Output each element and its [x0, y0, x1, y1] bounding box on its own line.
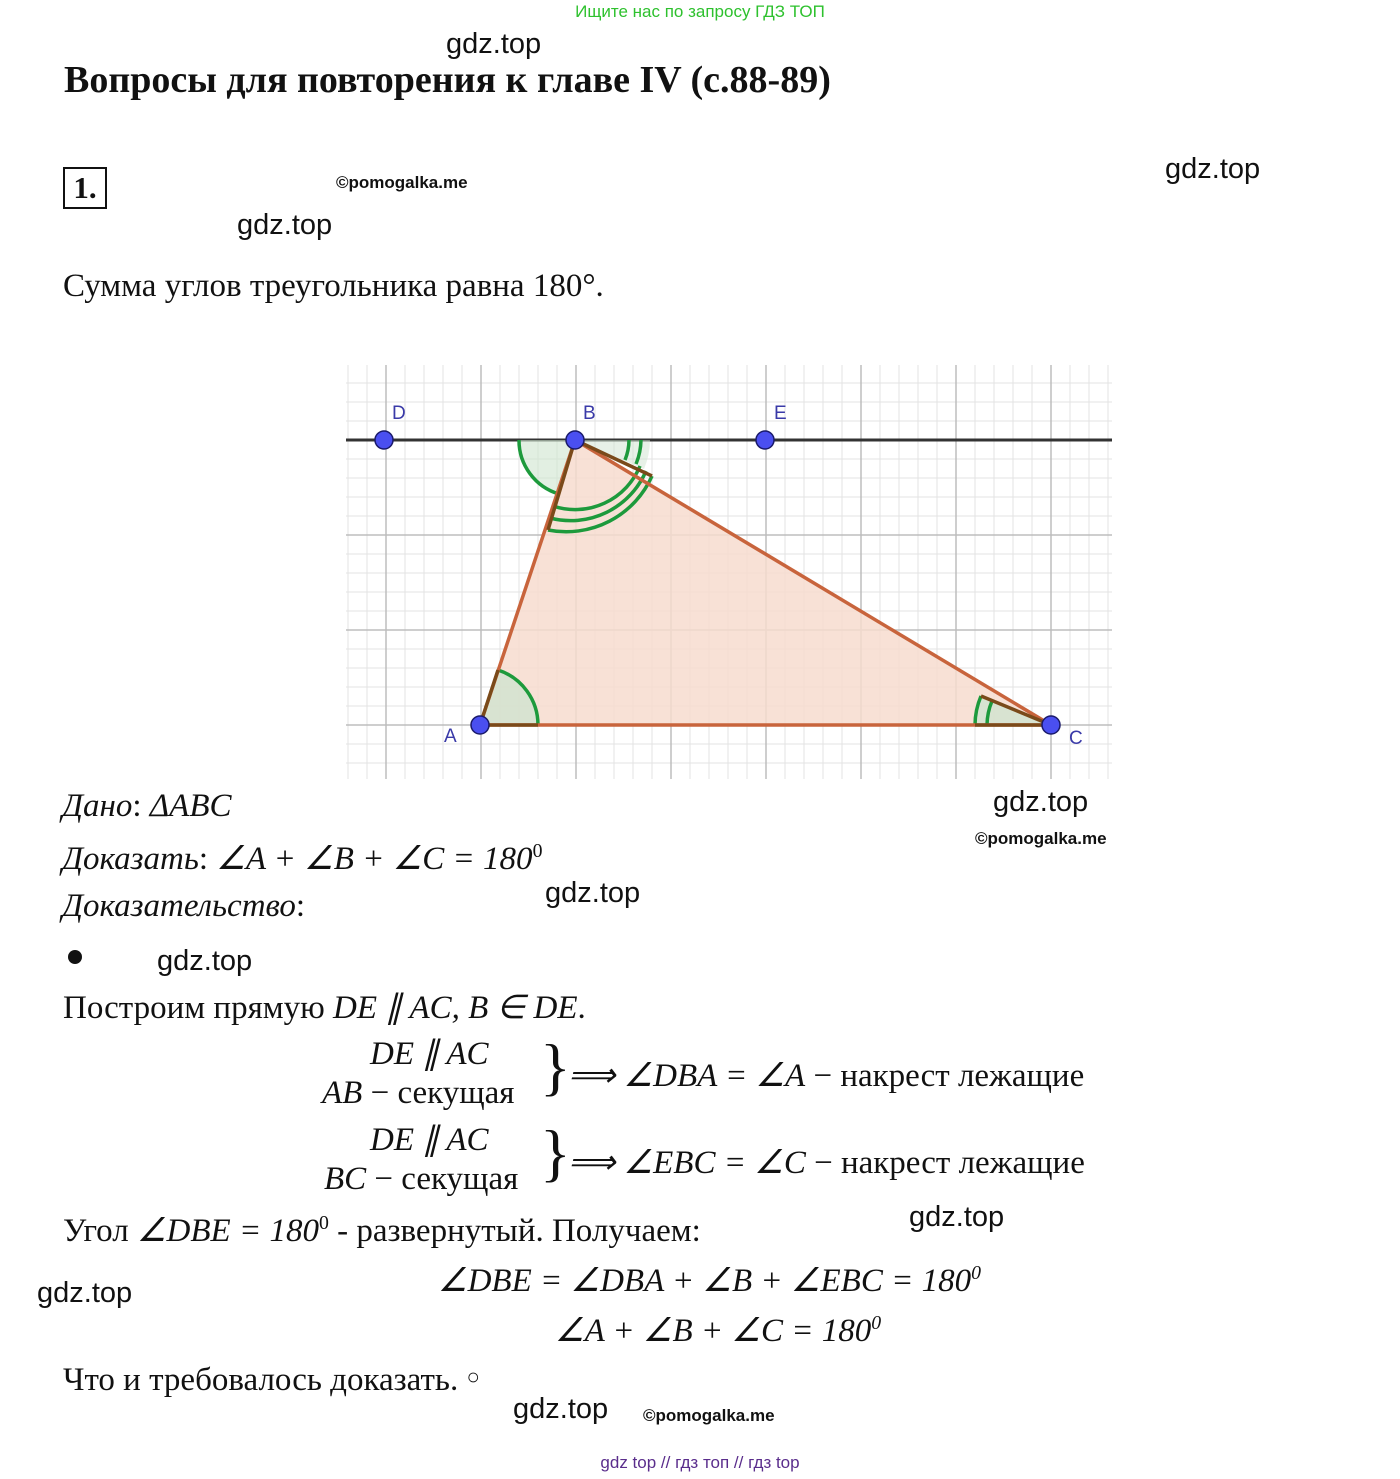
given-value: ΔABC [149, 788, 232, 824]
copyright: ©pomogalka.me [336, 173, 468, 192]
system1-result-text: − накрест лежащие [805, 1058, 1085, 1094]
system1-line2 [322, 1075, 514, 1112]
system2-result-text: − накрест лежащие [805, 1145, 1085, 1181]
straight-angle-line [63, 1210, 701, 1250]
point-a [471, 716, 489, 734]
system2-line2 [324, 1161, 518, 1198]
watermark: gdz.top [1165, 153, 1261, 185]
watermark: gdz.top [513, 1393, 609, 1425]
prove-line: Доказать: ∠A + ∠B + ∠C = $180^0$ [62, 840, 543, 877]
equation2 [555, 1310, 881, 1350]
point-c [1042, 716, 1060, 734]
footer: gdz top // гдз топ // гдз top [600, 1453, 800, 1472]
system2-line2-text: − секущая [366, 1161, 519, 1197]
proof-label: Доказательство [62, 888, 296, 924]
system2-line1: DE ∥ AC [370, 1122, 489, 1158]
search-hint: Ищите нас по запросу ГДЗ ТОП [575, 2, 825, 21]
equation2-text: ∠A + ∠B + ∠C = 180 [555, 1313, 872, 1349]
system1-result-math: ⟹ ∠DBA = ∠A [568, 1058, 806, 1094]
system1-line1: DE ∥ AC [370, 1036, 489, 1072]
given-label: Дано [62, 788, 133, 824]
prove-label: Доказать [62, 841, 199, 877]
copyright: ©pomogalka.me [975, 829, 1107, 848]
prove-value: ∠A + ∠B + ∠C = 180 [216, 841, 533, 877]
brace: } [540, 1117, 571, 1188]
exponent: 0 [971, 1262, 981, 1284]
proof-line: Доказательство: [62, 888, 306, 924]
conclusion-line [63, 1362, 480, 1399]
point-d [375, 431, 393, 449]
system1-line2-math: AB [322, 1075, 363, 1111]
straight-angle-suffix: - развернутый. Получаем: [328, 1213, 701, 1249]
conclusion: Что и требовалось доказать. [63, 1362, 459, 1398]
label-d: D [392, 403, 406, 424]
label-c: C [1069, 728, 1083, 749]
watermark: gdz.top [446, 28, 542, 60]
label-a: A [444, 726, 457, 747]
system1-line2-text: − секущая [362, 1075, 515, 1111]
watermark: gdz.top [37, 1277, 133, 1309]
construct-line: Построим прямую DE ∥ AC, B ∈ DE. [63, 990, 586, 1026]
system2-result-math: ⟹ ∠EBC = ∠C [568, 1145, 806, 1181]
copyright: ©pomogalka.me [643, 1406, 775, 1425]
watermark: gdz.top [157, 945, 253, 977]
qed-mark: ○ [466, 1364, 480, 1389]
statement: Сумма углов треугольника равна 180°. [63, 268, 604, 304]
equation1-text: ∠DBE = ∠DBA + ∠B + ∠EBC = 180 [438, 1263, 972, 1299]
label-b: B [583, 403, 596, 424]
page-title: Вопросы для повторения к главе IV (с.88-89) [64, 59, 831, 101]
given-line: Дано: ΔABC [62, 788, 232, 824]
construct-math: DE ∥ AC, B ∈ DE [333, 990, 578, 1026]
system2-result [568, 1142, 1085, 1182]
brace: } [540, 1031, 571, 1102]
label-e: E [774, 403, 787, 424]
exponent: 0 [871, 1312, 882, 1334]
equation1 [438, 1260, 981, 1300]
point-e [756, 431, 774, 449]
watermark: gdz.top [909, 1201, 1005, 1233]
triangle-figure [346, 365, 1112, 779]
point-b [566, 431, 584, 449]
system1-result [568, 1055, 1084, 1095]
bullet [68, 950, 82, 964]
watermark: gdz.top [545, 877, 641, 909]
watermark: gdz.top [237, 209, 333, 241]
watermark: gdz.top [993, 786, 1089, 818]
exponent: 0 [318, 1212, 329, 1234]
construct-text: Построим прямую [63, 990, 325, 1026]
straight-angle-prefix: Угол [63, 1213, 129, 1249]
straight-angle-math: ∠DBE = 180 [136, 1213, 319, 1249]
system2-line2-math: BC [324, 1161, 367, 1197]
exponent: 0 [532, 840, 543, 862]
problem-number: 1. [63, 167, 107, 209]
